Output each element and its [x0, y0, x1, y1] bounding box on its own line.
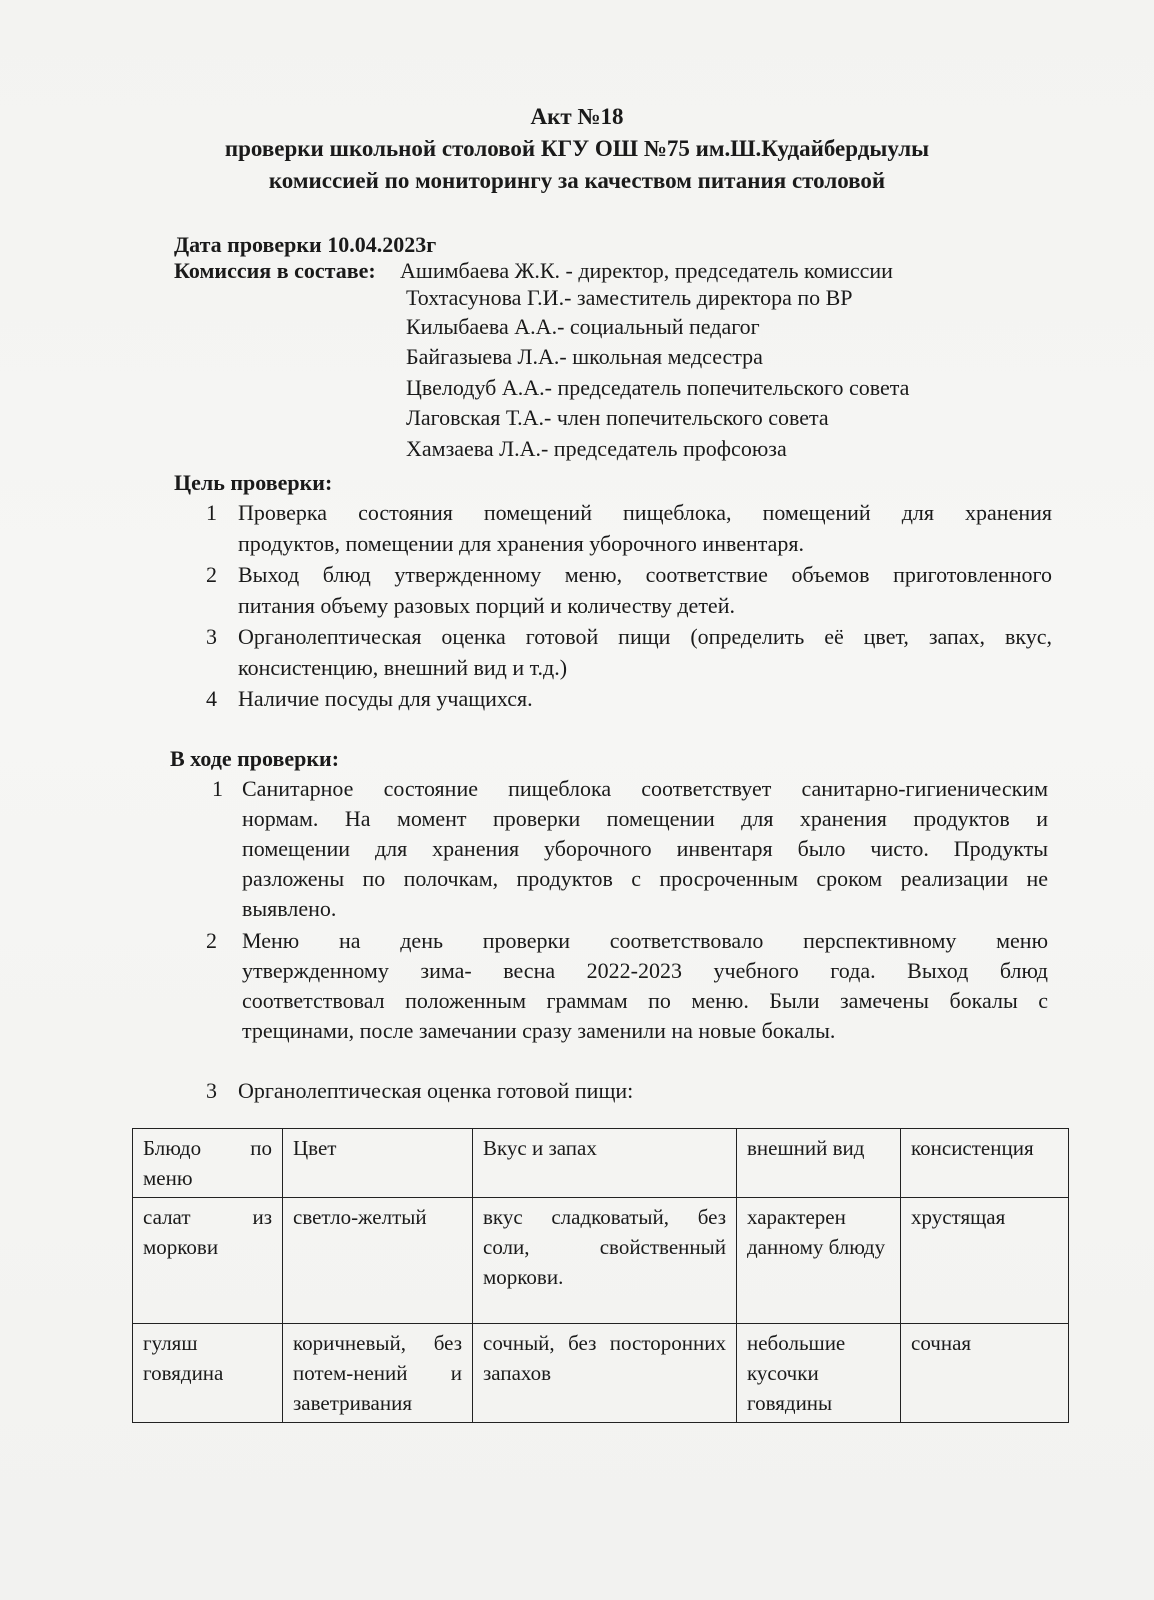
table-cell: коричневый, без потем-нений и заветривания: [283, 1324, 473, 1423]
findings-heading: В ходе проверки:: [170, 746, 340, 771]
finding-text: трещинами, после замечании сразу заменили на новые бокалы.: [242, 1018, 836, 1043]
table-row: [133, 1198, 1069, 1324]
table-cell: сочный, без посторонних запахов: [473, 1324, 737, 1423]
commission-member: Ашимбаева Ж.К. - директор, председатель комиссии: [400, 258, 893, 283]
table-header-cell: Цвет: [283, 1129, 473, 1198]
commission-member: Байгазыева Л.А.- школьная медсестра: [406, 344, 763, 369]
finding-text: Меню на день проверки соответствовало перспективному меню: [242, 928, 1048, 953]
finding-number: 3: [206, 1078, 217, 1103]
act-subtitle: проверки школьной столовой КГУ ОШ №75 им.Ш.Кудайбердыулы: [224, 136, 930, 161]
finding-text: выявлено.: [242, 896, 337, 921]
goal-text: Органолептическая оценка готовой пищи (определить её цвет, запах, вкус,: [238, 624, 1052, 649]
commission-member: Хамзаева Л.А.- председатель профсоюза: [406, 436, 787, 461]
table-cell: сочная: [901, 1324, 1069, 1423]
table-cell: гуляш говядина: [133, 1324, 283, 1423]
finding-text: Органолептическая оценка готовой пищи:: [238, 1078, 634, 1103]
table-header-cell: Блюдо по меню: [133, 1129, 283, 1198]
organoleptic-table: [132, 1128, 1069, 1423]
commission-member: Лаговская Т.А.- член попечительского совета: [406, 405, 829, 430]
table-header-cell: внешний вид: [737, 1129, 901, 1198]
goal-number: 1: [206, 500, 217, 525]
goal-number: 4: [206, 686, 217, 711]
finding-number: 1: [212, 776, 223, 801]
goal-text: Выход блюд утвержденному меню, соответствие объемов приготовленного: [238, 562, 1052, 587]
goal-number: 3: [206, 624, 217, 649]
goal-text: консистенцию, внешний вид и т.д.): [238, 655, 568, 680]
commission-label: Комиссия в составе:: [174, 258, 376, 283]
goal-text: питания объему разовых порций и количеству детей.: [238, 593, 735, 618]
table-row: [133, 1324, 1069, 1423]
finding-text: соответствовал положенным граммам по меню. Были замечены бокалы с: [242, 988, 1048, 1013]
table-cell: светло-желтый: [283, 1198, 473, 1324]
goal-number: 2: [206, 562, 217, 587]
table-cell: хрустящая: [901, 1198, 1069, 1324]
table-cell: вкус сладковатый, без соли, свойственный моркови.: [473, 1198, 737, 1324]
goal-text: продуктов, помещении для хранения уборочного инвентаря.: [238, 531, 805, 556]
commission-member: Цвелодуб А.А.- председатель попечительского совета: [406, 375, 910, 400]
finding-text: помещении для хранения уборочного инвентаря было чисто. Продукты: [242, 836, 1048, 861]
act-title: Акт №18: [530, 104, 624, 129]
act-subtitle-2: комиссией по мониторингу за качеством питания столовой: [268, 168, 886, 193]
finding-text: утвержденному зима- весна 2022-2023 учебного года. Выход блюд: [242, 958, 1048, 983]
table-header-cell: консистенция: [901, 1129, 1069, 1198]
inspection-date: Дата проверки 10.04.2023г: [174, 232, 437, 257]
commission-member: Килыбаева А.А.- социальный педагог: [406, 314, 760, 339]
table-cell: салат из моркови: [133, 1198, 283, 1324]
goal-text: Проверка состояния помещений пищеблока, помещений для хранения: [238, 500, 1052, 525]
table-header-cell: Вкус и запах: [473, 1129, 737, 1198]
goals-heading: Цель проверки:: [174, 470, 333, 495]
table-header-row: [133, 1129, 1069, 1198]
finding-text: разложены по полочкам, продуктов с просроченным сроком реализации не: [242, 866, 1048, 891]
table-cell: характерен данному блюду: [737, 1198, 901, 1324]
finding-text: Санитарное состояние пищеблока соответствует санитарно-гигиеническим: [242, 776, 1048, 801]
table-cell: небольшие кусочки говядины: [737, 1324, 901, 1423]
goal-text: Наличие посуды для учащихся.: [238, 686, 533, 711]
commission-member: Тохтасунова Г.И.- заместитель директора по ВР: [406, 285, 853, 310]
finding-text: нормам. На момент проверки помещении для хранения продуктов и: [242, 806, 1048, 831]
finding-number: 2: [206, 928, 217, 953]
